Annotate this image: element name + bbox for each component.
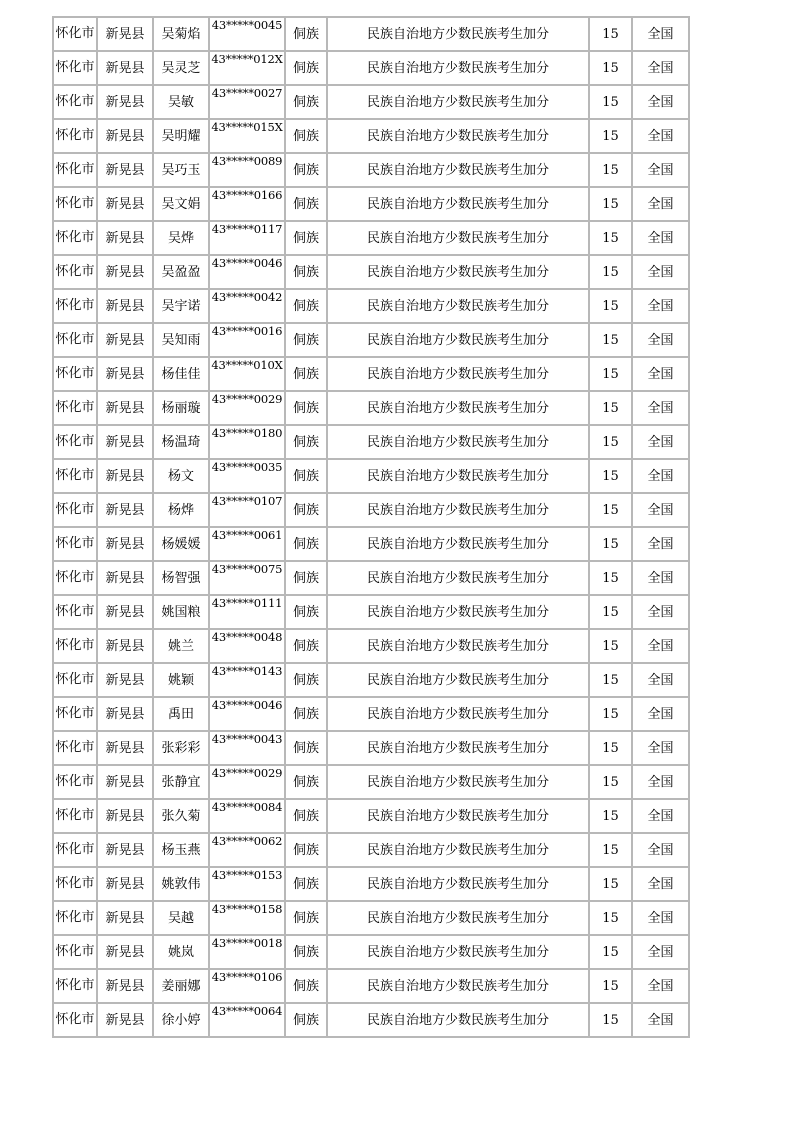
bonus-points-cell: 15 [589,357,632,391]
scope-cell: 全国 [632,391,689,425]
county-cell: 新晃县 [97,289,153,323]
id-number-cell: 43*****0153 [209,867,285,901]
bonus-points-cell: 15 [589,493,632,527]
bonus-category-cell: 民族自治地方少数民族考生加分 [327,255,589,289]
id-number-cell: 43*****0029 [209,765,285,799]
table-row [53,187,689,221]
city-cell: 怀化市 [53,765,97,799]
table-row [53,493,689,527]
id-number-cell: 43*****0143 [209,663,285,697]
name-cell: 杨文 [153,459,209,493]
id-number-cell: 43*****0106 [209,969,285,1003]
bonus-points-cell: 15 [589,969,632,1003]
name-cell: 姚岚 [153,935,209,969]
bonus-points-cell: 15 [589,85,632,119]
city-cell: 怀化市 [53,85,97,119]
table-row [53,901,689,935]
bonus-points-cell: 15 [589,255,632,289]
table-body [53,17,689,1037]
table-row [53,255,689,289]
scope-cell: 全国 [632,697,689,731]
ethnicity-cell: 侗族 [285,561,327,595]
ethnicity-cell: 侗族 [285,323,327,357]
name-cell: 吴菊焰 [153,17,209,51]
ethnicity-cell: 侗族 [285,799,327,833]
county-cell: 新晃县 [97,221,153,255]
bonus-points-cell: 15 [589,1003,632,1037]
city-cell: 怀化市 [53,969,97,1003]
name-cell: 张彩彩 [153,731,209,765]
county-cell: 新晃县 [97,867,153,901]
table-row [53,425,689,459]
county-cell: 新晃县 [97,17,153,51]
bonus-points-cell: 15 [589,731,632,765]
city-cell: 怀化市 [53,697,97,731]
county-cell: 新晃县 [97,765,153,799]
city-cell: 怀化市 [53,323,97,357]
city-cell: 怀化市 [53,595,97,629]
city-cell: 怀化市 [53,425,97,459]
ethnicity-cell: 侗族 [285,527,327,561]
city-cell: 怀化市 [53,255,97,289]
county-cell: 新晃县 [97,357,153,391]
county-cell: 新晃县 [97,459,153,493]
bonus-points-cell: 15 [589,17,632,51]
city-cell: 怀化市 [53,935,97,969]
name-cell: 吴越 [153,901,209,935]
name-cell: 杨智强 [153,561,209,595]
city-cell: 怀化市 [53,629,97,663]
city-cell: 怀化市 [53,493,97,527]
table-row [53,867,689,901]
name-cell: 杨媛媛 [153,527,209,561]
county-cell: 新晃县 [97,391,153,425]
ethnicity-cell: 侗族 [285,629,327,663]
county-cell: 新晃县 [97,799,153,833]
id-number-cell: 43*****0111 [209,595,285,629]
county-cell: 新晃县 [97,731,153,765]
county-cell: 新晃县 [97,119,153,153]
id-number-cell: 43*****0027 [209,85,285,119]
table-row [53,765,689,799]
county-cell: 新晃县 [97,969,153,1003]
id-number-cell: 43*****0061 [209,527,285,561]
name-cell: 吴巧玉 [153,153,209,187]
name-cell: 吴知雨 [153,323,209,357]
scope-cell: 全国 [632,799,689,833]
scope-cell: 全国 [632,935,689,969]
scope-cell: 全国 [632,561,689,595]
ethnicity-cell: 侗族 [285,85,327,119]
ethnicity-cell: 侗族 [285,425,327,459]
ethnicity-cell: 侗族 [285,357,327,391]
scope-cell: 全国 [632,17,689,51]
scope-cell: 全国 [632,51,689,85]
bonus-category-cell: 民族自治地方少数民族考生加分 [327,799,589,833]
table-row [53,833,689,867]
bonus-points-cell: 15 [589,51,632,85]
id-number-cell: 43*****0158 [209,901,285,935]
table-row [53,969,689,1003]
name-cell: 张静宜 [153,765,209,799]
scope-cell: 全国 [632,459,689,493]
bonus-category-cell: 民族自治地方少数民族考生加分 [327,731,589,765]
county-cell: 新晃县 [97,629,153,663]
bonus-points-cell: 15 [589,391,632,425]
city-cell: 怀化市 [53,527,97,561]
table-row [53,323,689,357]
bonus-category-cell: 民族自治地方少数民族考生加分 [327,935,589,969]
city-cell: 怀化市 [53,1003,97,1037]
table-row [53,459,689,493]
bonus-category-cell: 民族自治地方少数民族考生加分 [327,1003,589,1037]
bonus-points-cell: 15 [589,527,632,561]
county-cell: 新晃县 [97,425,153,459]
name-cell: 吴明耀 [153,119,209,153]
scope-cell: 全国 [632,493,689,527]
bonus-category-cell: 民族自治地方少数民族考生加分 [327,391,589,425]
name-cell: 姚兰 [153,629,209,663]
id-number-cell: 43*****0062 [209,833,285,867]
bonus-points-cell: 15 [589,425,632,459]
scope-cell: 全国 [632,187,689,221]
table-row [53,51,689,85]
name-cell: 张久菊 [153,799,209,833]
scope-cell: 全国 [632,629,689,663]
ethnicity-cell: 侗族 [285,867,327,901]
scope-cell: 全国 [632,119,689,153]
scope-cell: 全国 [632,153,689,187]
scope-cell: 全国 [632,1003,689,1037]
id-number-cell: 43*****015X [209,119,285,153]
ethnicity-cell: 侗族 [285,697,327,731]
table-row [53,357,689,391]
name-cell: 吴文娟 [153,187,209,221]
ethnicity-cell: 侗族 [285,595,327,629]
name-cell: 吴盈盈 [153,255,209,289]
name-cell: 杨温琦 [153,425,209,459]
id-number-cell: 43*****0043 [209,731,285,765]
table-row [53,629,689,663]
bonus-points-cell: 15 [589,629,632,663]
bonus-category-cell: 民族自治地方少数民族考生加分 [327,901,589,935]
county-cell: 新晃县 [97,323,153,357]
id-number-cell: 43*****0016 [209,323,285,357]
bonus-points-cell: 15 [589,289,632,323]
name-cell: 杨玉燕 [153,833,209,867]
bonus-category-cell: 民族自治地方少数民族考生加分 [327,187,589,221]
ethnicity-cell: 侗族 [285,289,327,323]
bonus-category-cell: 民族自治地方少数民族考生加分 [327,17,589,51]
bonus-points-cell: 15 [589,765,632,799]
county-cell: 新晃县 [97,255,153,289]
scope-cell: 全国 [632,867,689,901]
bonus-category-cell: 民族自治地方少数民族考生加分 [327,629,589,663]
bonus-points-cell: 15 [589,323,632,357]
city-cell: 怀化市 [53,833,97,867]
county-cell: 新晃县 [97,901,153,935]
bonus-points-cell: 15 [589,561,632,595]
city-cell: 怀化市 [53,17,97,51]
bonus-category-cell: 民族自治地方少数民族考生加分 [327,697,589,731]
id-number-cell: 43*****0048 [209,629,285,663]
id-number-cell: 43*****010X [209,357,285,391]
name-cell: 吴烨 [153,221,209,255]
scope-cell: 全国 [632,765,689,799]
county-cell: 新晃县 [97,153,153,187]
bonus-points-cell: 15 [589,221,632,255]
scope-cell: 全国 [632,425,689,459]
scope-cell: 全国 [632,85,689,119]
table-row [53,935,689,969]
city-cell: 怀化市 [53,357,97,391]
table-row [53,153,689,187]
bonus-category-cell: 民族自治地方少数民族考生加分 [327,51,589,85]
bonus-points-cell: 15 [589,935,632,969]
name-cell: 禹田 [153,697,209,731]
county-cell: 新晃县 [97,1003,153,1037]
id-number-cell: 43*****0064 [209,1003,285,1037]
ethnicity-cell: 侗族 [285,119,327,153]
bonus-category-cell: 民族自治地方少数民族考生加分 [327,119,589,153]
bonus-category-cell: 民族自治地方少数民族考生加分 [327,595,589,629]
county-cell: 新晃县 [97,697,153,731]
name-cell: 徐小婷 [153,1003,209,1037]
scope-cell: 全国 [632,527,689,561]
bonus-category-cell: 民族自治地方少数民族考生加分 [327,765,589,799]
id-number-cell: 43*****0107 [209,493,285,527]
bonus-points-cell: 15 [589,663,632,697]
bonus-category-cell: 民族自治地方少数民族考生加分 [327,425,589,459]
scope-cell: 全国 [632,323,689,357]
scope-cell: 全国 [632,595,689,629]
table-row [53,221,689,255]
bonus-points-cell: 15 [589,901,632,935]
name-cell: 杨烨 [153,493,209,527]
id-number-cell: 43*****0180 [209,425,285,459]
scope-cell: 全国 [632,663,689,697]
county-cell: 新晃县 [97,187,153,221]
ethnicity-cell: 侗族 [285,833,327,867]
id-number-cell: 43*****0075 [209,561,285,595]
table-row [53,561,689,595]
county-cell: 新晃县 [97,833,153,867]
id-number-cell: 43*****0084 [209,799,285,833]
bonus-category-cell: 民族自治地方少数民族考生加分 [327,459,589,493]
bonus-points-cell: 15 [589,153,632,187]
county-cell: 新晃县 [97,595,153,629]
bonus-category-cell: 民族自治地方少数民族考生加分 [327,561,589,595]
bonus-category-cell: 民族自治地方少数民族考生加分 [327,867,589,901]
name-cell: 姚国粮 [153,595,209,629]
ethnicity-cell: 侗族 [285,493,327,527]
name-cell: 姚颖 [153,663,209,697]
bonus-points-cell: 15 [589,833,632,867]
id-number-cell: 43*****0029 [209,391,285,425]
bonus-category-cell: 民族自治地方少数民族考生加分 [327,85,589,119]
county-cell: 新晃县 [97,561,153,595]
bonus-points-cell: 15 [589,595,632,629]
name-cell: 杨佳佳 [153,357,209,391]
table-row [53,1003,689,1037]
city-cell: 怀化市 [53,799,97,833]
city-cell: 怀化市 [53,867,97,901]
bonus-category-cell: 民族自治地方少数民族考生加分 [327,323,589,357]
bonus-category-cell: 民族自治地方少数民族考生加分 [327,969,589,1003]
city-cell: 怀化市 [53,221,97,255]
bonus-points-cell: 15 [589,119,632,153]
table-row [53,85,689,119]
name-cell: 姜丽娜 [153,969,209,1003]
ethnicity-cell: 侗族 [285,51,327,85]
id-number-cell: 43*****0035 [209,459,285,493]
ethnicity-cell: 侗族 [285,459,327,493]
bonus-category-cell: 民族自治地方少数民族考生加分 [327,289,589,323]
ethnicity-cell: 侗族 [285,765,327,799]
id-number-cell: 43*****0117 [209,221,285,255]
bonus-points-cell: 15 [589,459,632,493]
ethnicity-cell: 侗族 [285,153,327,187]
name-cell: 姚敦伟 [153,867,209,901]
city-cell: 怀化市 [53,731,97,765]
city-cell: 怀化市 [53,901,97,935]
county-cell: 新晃县 [97,663,153,697]
bonus-points-cell: 15 [589,867,632,901]
bonus-category-cell: 民族自治地方少数民族考生加分 [327,663,589,697]
city-cell: 怀化市 [53,459,97,493]
city-cell: 怀化市 [53,187,97,221]
ethnicity-cell: 侗族 [285,391,327,425]
city-cell: 怀化市 [53,561,97,595]
table-row [53,799,689,833]
name-cell: 吴灵芝 [153,51,209,85]
id-number-cell: 43*****0046 [209,697,285,731]
table-row [53,595,689,629]
name-cell: 吴敏 [153,85,209,119]
table-row [53,391,689,425]
bonus-category-cell: 民族自治地方少数民族考生加分 [327,357,589,391]
ethnicity-cell: 侗族 [285,187,327,221]
id-number-cell: 43*****0046 [209,255,285,289]
county-cell: 新晃县 [97,51,153,85]
table-row [53,17,689,51]
bonus-category-cell: 民族自治地方少数民族考生加分 [327,153,589,187]
bonus-category-cell: 民族自治地方少数民族考生加分 [327,221,589,255]
county-cell: 新晃县 [97,493,153,527]
bonus-category-cell: 民族自治地方少数民族考生加分 [327,833,589,867]
scope-cell: 全国 [632,833,689,867]
county-cell: 新晃县 [97,85,153,119]
city-cell: 怀化市 [53,51,97,85]
ethnicity-cell: 侗族 [285,1003,327,1037]
bonus-points-cell: 15 [589,187,632,221]
id-number-cell: 43*****0045 [209,17,285,51]
scope-cell: 全国 [632,221,689,255]
ethnicity-cell: 侗族 [285,663,327,697]
ethnicity-cell: 侗族 [285,17,327,51]
id-number-cell: 43*****012X [209,51,285,85]
id-number-cell: 43*****0018 [209,935,285,969]
ethnicity-cell: 侗族 [285,255,327,289]
table-row [53,119,689,153]
bonus-category-cell: 民族自治地方少数民族考生加分 [327,527,589,561]
name-cell: 杨丽璇 [153,391,209,425]
id-number-cell: 43*****0042 [209,289,285,323]
scope-cell: 全国 [632,255,689,289]
scope-cell: 全国 [632,901,689,935]
id-number-cell: 43*****0089 [209,153,285,187]
city-cell: 怀化市 [53,153,97,187]
ethnicity-cell: 侗族 [285,731,327,765]
city-cell: 怀化市 [53,289,97,323]
city-cell: 怀化市 [53,663,97,697]
county-cell: 新晃县 [97,935,153,969]
id-number-cell: 43*****0166 [209,187,285,221]
bonus-points-cell: 15 [589,799,632,833]
ethnicity-cell: 侗族 [285,901,327,935]
ethnicity-cell: 侗族 [285,221,327,255]
ethnicity-cell: 侗族 [285,969,327,1003]
table-row [53,527,689,561]
name-cell: 吴宇诺 [153,289,209,323]
bonus-points-cell: 15 [589,697,632,731]
table-row [53,697,689,731]
scope-cell: 全国 [632,289,689,323]
bonus-points-table [52,16,690,1038]
table-row [53,663,689,697]
scope-cell: 全国 [632,357,689,391]
county-cell: 新晃县 [97,527,153,561]
scope-cell: 全国 [632,969,689,1003]
city-cell: 怀化市 [53,391,97,425]
scope-cell: 全国 [632,731,689,765]
city-cell: 怀化市 [53,119,97,153]
bonus-category-cell: 民族自治地方少数民族考生加分 [327,493,589,527]
ethnicity-cell: 侗族 [285,935,327,969]
table-row [53,731,689,765]
table-row [53,289,689,323]
